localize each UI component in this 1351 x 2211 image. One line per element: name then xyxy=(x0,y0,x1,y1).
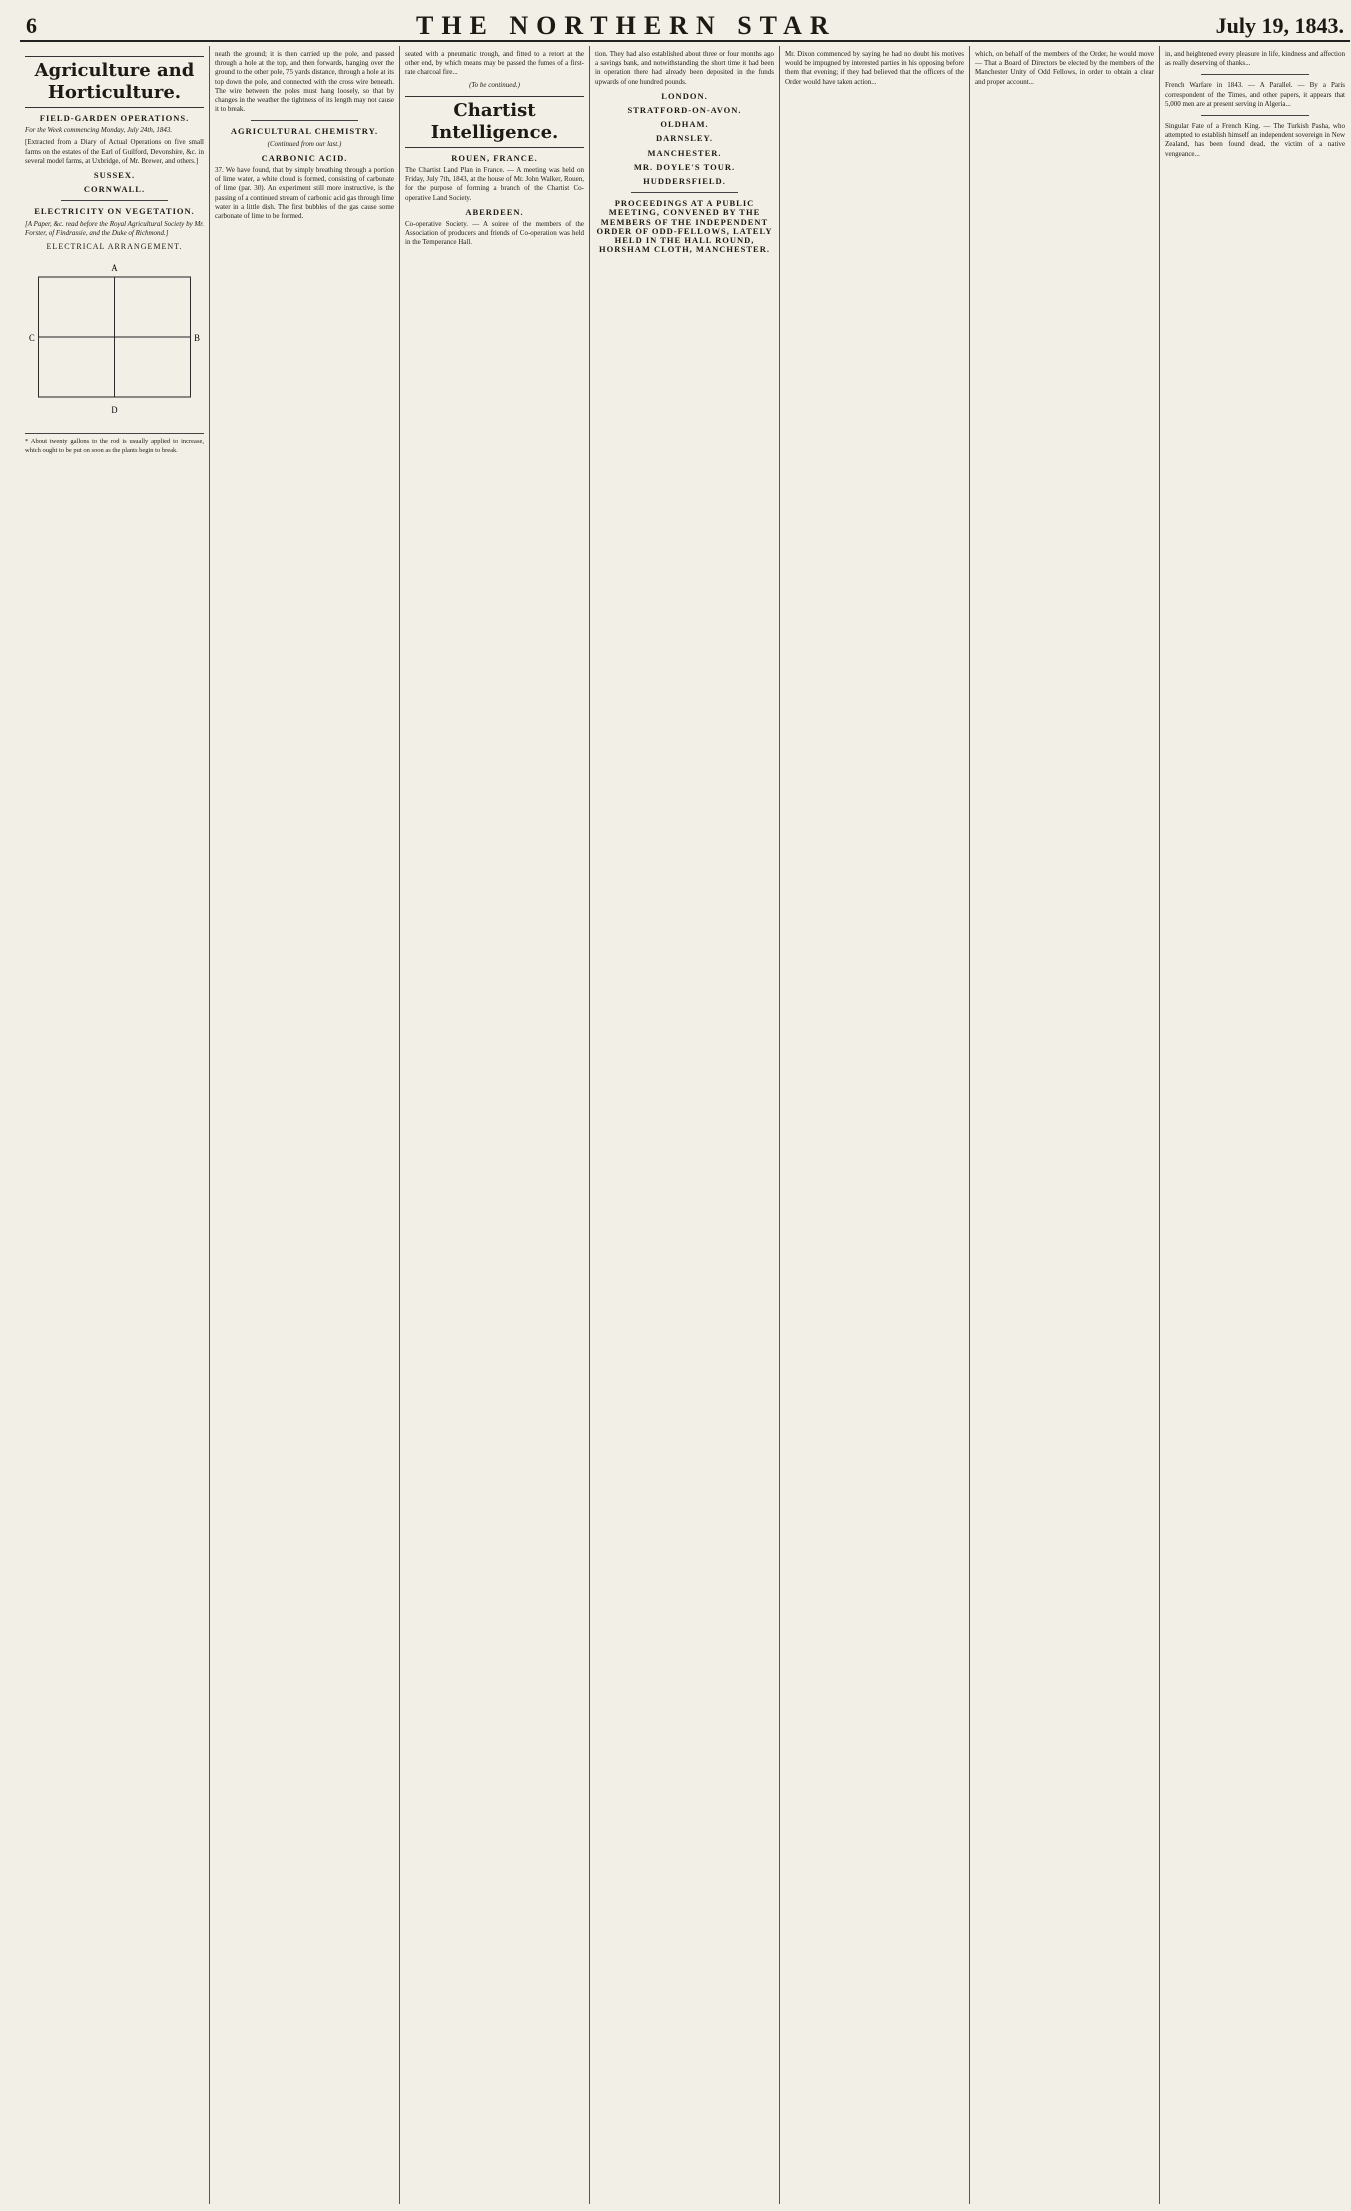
newspaper-title: THE NORTHERN STAR xyxy=(415,11,837,40)
electrical-diagram xyxy=(29,257,200,427)
body-text: seated with a pneumatic trough, and fitted to a retort at the other end, by which means may be passed the fumes of a first-rate charcoal fire... xyxy=(405,50,584,77)
heading-field-garden: FIELD-GARDEN OPERATIONS. xyxy=(39,113,190,123)
column-5 xyxy=(780,46,970,2204)
heading-electricity: ELECTRICITY ON VEGETATION. xyxy=(34,206,195,217)
subheading-continued: (Continued from our last.) xyxy=(267,139,342,148)
column-1 xyxy=(20,46,210,2204)
heading-huddersfield: HUDDERSFIELD. xyxy=(643,176,726,187)
column-3 xyxy=(400,46,590,2204)
column-2 xyxy=(210,46,400,2204)
body-text: Co-operative Society. — A soiree of the members of the Association of producers and friends of Co-operation was held in the Temperance Hall. xyxy=(405,220,584,247)
issue-date: July 19, 1843. xyxy=(1215,13,1344,38)
footnote: * About twenty gallons to the rod is usually applied to increase, which ought to be put on soon as the plants begin to break. xyxy=(25,433,204,455)
column-4 xyxy=(590,46,780,2204)
subheading-carbonic-acid: CARBONIC ACID. xyxy=(261,152,348,163)
heading-manchester: MANCHESTER. xyxy=(647,147,722,158)
diagram-label-c: C xyxy=(29,333,35,344)
body-text: The Chartist Land Plan in France. — A meeting was held on Friday, July 7th, 1843, at the house of Mr. John Walker, Rouen, for the purpose of forming a branch of the Chartist Co-operative Land Society. xyxy=(405,166,584,202)
diagram-caption: ELECTRICAL ARRANGEMENT. xyxy=(46,242,183,252)
diagram-label-a: A xyxy=(111,263,118,274)
diagram-label-d: D xyxy=(111,405,118,416)
divider xyxy=(1201,115,1309,116)
body-text: Singular Fate of a French King. — The Turkish Pasha, who attempted to establish himself an independent sovereign in New Zealand, has been found dead, the victim of a native vengeance... xyxy=(1165,122,1345,158)
heading-oldham: OLDHAM. xyxy=(660,119,709,130)
divider xyxy=(251,120,358,121)
masthead xyxy=(20,12,1350,42)
heading-rouen: ROUEN, FRANCE. xyxy=(451,152,538,163)
heading-stratford: STRATFORD-ON-AVON. xyxy=(627,105,742,116)
body-text: 37. We have found, that by simply breathing through a portion of lime water, a white cloud is formed, consisting of carbonate of lime (par. 30). An experiment still more instructive, is the passing of a continued stream of carbonic acid gas through lime water in a little dish. The first bubbles of the gas cause some carbonate of lime to be formed. xyxy=(215,166,394,221)
heading-doyle-tour: MR. DOYLE'S TOUR. xyxy=(633,161,736,172)
subheading-sussex: SUSSEX. xyxy=(93,170,136,181)
heading-aberdeen: ABERDEEN. xyxy=(465,206,524,217)
body-text: in, and heightened every pleasure in life, kindness and affection as really deserving of thanks... xyxy=(1165,50,1345,68)
column-6 xyxy=(970,46,1160,2204)
body-text: Mr. Dixon commenced by saying he had no doubt his motives would be impugned by interested parties in his opposing before them that evening; if they had believed that the officers of the Order would have taken action... xyxy=(785,50,964,86)
body-text: which, on behalf of the members of the Order, he would move — That a Board of Directors be elected by the members of the Manchester Unity of Odd Fellows, in order to obtain a clear and proper account... xyxy=(975,50,1154,86)
section-title-agriculture: Agriculture and Horticulture. xyxy=(25,56,204,108)
body-text: tion. They had also established about three or four months ago a savings bank, and notwithstanding the short time it had been in operation there had already been deposited in the funds upwards of one hundred pounds. xyxy=(595,50,774,86)
heading-agricultural-chemistry: AGRICULTURAL CHEMISTRY. xyxy=(230,126,379,137)
column-7 xyxy=(1160,46,1350,2204)
heading-london: LONDON. xyxy=(661,90,708,101)
divider xyxy=(61,200,168,201)
divider xyxy=(631,192,738,193)
to-be-continued: (To be continued.) xyxy=(469,80,520,89)
diagram-label-b: B xyxy=(194,333,200,344)
electricity-intro: [A Paper, &c. read before the Royal Agricultural Society by Mr. Forster, of Findrassie, and the Duke of Richmond.] xyxy=(25,219,204,237)
intro-text: [Extracted from a Diary of Actual Operations on five small farms on the estates of the Earl of Guilford, Devonshire, &c. in several model farms, at Uxbridge, of Mr. Brewer, and others.] xyxy=(25,138,204,165)
subheading-week: For the Week commencing Monday, July 24th, 1843. xyxy=(25,126,173,135)
heading-proceedings: PROCEEDINGS AT A PUBLIC MEETING, CONVENED BY THE MEMBERS OF THE INDEPENDENT ORDER OF ODD-FELLOWS, LATELY HELD IN THE HALL ROUND, HORSHAM CLOTH, MANCHESTER. xyxy=(596,198,773,255)
body-text: neath the ground; it is then carried up the pole, and passed through a hole at the top, and then forwards, hanging over the ground to the other pole, 75 yards distance, through a hole at its top down the pole, and connected with the cross wire beneath. The wire between the poles must hang loosely, so that by changes in the weather the tightness of its length may not cause it to break. xyxy=(215,50,394,114)
body-text: French Warfare in 1843. — A Parallel. — By a Paris correspondent of the Times, and other papers, it appears that 5,000 men are at present serving in Algeria... xyxy=(1165,81,1345,108)
subheading-cornwall: CORNWALL. xyxy=(83,184,146,195)
columns xyxy=(20,46,1350,2204)
heading-barnsley: DARNSLEY. xyxy=(655,133,714,144)
divider xyxy=(1201,74,1309,75)
page-number: 6 xyxy=(26,13,37,38)
section-title-chartist: Chartist Intelligence. xyxy=(405,96,584,148)
